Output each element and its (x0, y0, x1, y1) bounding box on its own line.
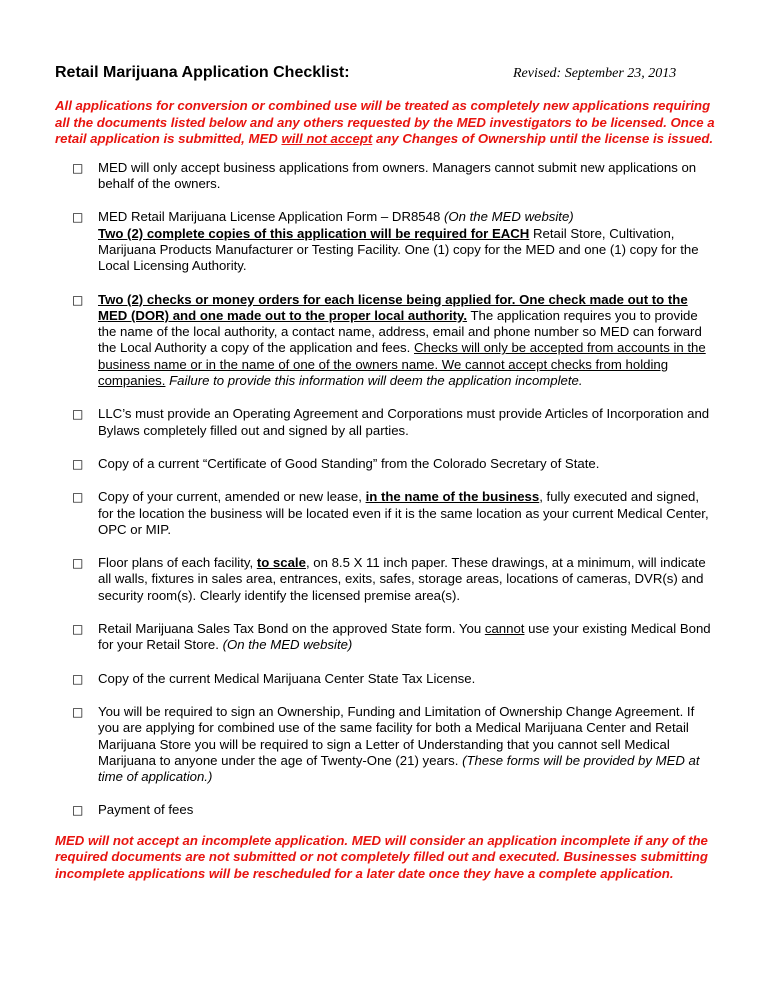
document-page (55, 64, 715, 882)
closing-warning: MED will not accept an incomplete application. MED will consider an application incomplete if any of the required documents are not submitted or not completely filled out and executed. Businesses submitting incomplete applications will be rescheduled for a later date once they have a complete application. (55, 832, 708, 881)
checklist-item-application-form: □ MED Retail Marijuana License Application Form – DR8548 (On the MED website) Two (2) complete copies of this application will be required for EACH Retail Store, Cultivation, Marijuana Products Manufacturer or Testing Facility. One (1) copy for the MED and one (1) copy for the Local Licensing Authority. (72, 209, 699, 274)
checkbox-icon[interactable]: □ (72, 671, 84, 686)
checklist-item-checks: □ Two (2) checks or money orders for each license being applied for. One check made out to the MED (DOR) and one made out to the proper local authority. The application requires you to provide the name of the local authority, a contact name, address, email and phone number so MED can forward the Local Authority a copy of the application and fees. Checks will only be accepted from accounts in the business name or in the name of one of the owners name. We cannot accept checks from holding companies. Failure to provide this information will deem the application incomplete. (72, 291, 706, 389)
checklist-item-floor-plans: □ Floor plans of each facility, to scale, on 8.5 X 11 inch paper. These drawings, at a minimum, will indicate all walls, fixtures in sales area, entrances, exits, safes, storage areas, locations of cameras, DVR(s) and security room(s). Clearly identify the licensed premise area(s). (72, 555, 706, 603)
checklist-item-tax-license: □ Copy of the current Medical Marijuana Center State Tax License. (72, 670, 476, 686)
header (55, 64, 715, 88)
page-title: Retail Marijuana Application Checklist: (55, 64, 350, 81)
checkbox-icon[interactable]: □ (72, 622, 84, 637)
checklist-item-fees: □ Payment of fees (72, 802, 194, 818)
checkbox-icon[interactable]: □ (72, 704, 84, 719)
checklist-item-lease: □ Copy of your current, amended or new lease, in the name of the business, fully executed and signed, for the location the business will be located even if it is the same location as your current Medical Center, OPC or MIP. (72, 489, 709, 537)
checkbox-icon[interactable]: □ (72, 490, 84, 505)
intro-warning: All applications for conversion or combined use will be treated as completely new applications requiring all the documents listed below and any others requested by the MED investigators to be licensed. Once a retail application is submitted, MED will not accept any Changes of Ownership until the license is issued. (55, 98, 715, 147)
revision-date: Revised: September 23, 2013 (513, 66, 677, 81)
checkbox-icon[interactable]: □ (72, 556, 84, 571)
checkbox-icon[interactable]: □ (72, 456, 84, 471)
checkbox-icon[interactable]: □ (72, 803, 84, 818)
checkbox-icon[interactable]: □ (72, 210, 84, 225)
checklist-item-tax-bond: □ Retail Marijuana Sales Tax Bond on the approved State form. You cannot use your existing Medical Bond for your Retail Store. (On the MED website) (72, 621, 711, 653)
checklist-item-ownership-agreement: □ You will be required to sign an Ownership, Funding and Limitation of Ownership Change Agreement. If you are applying for combined use of the same facility for both a Medical Marijuana Center and Retail Marijuana Store you will be required to sign a Letter of Understanding that you cannot sell Medical Marijuana to anyone under the age of Twenty-One (21) years. (These forms will be provided by MED at time of application.) (72, 703, 700, 785)
checkbox-icon[interactable]: □ (72, 160, 84, 175)
checklist-item-good-standing: □ Copy of a current “Certificate of Good Standing” from the Colorado Secretary of State. (72, 455, 600, 471)
checklist-item-operating-agreement: □ LLC’s must provide an Operating Agreement and Corporations must provide Articles of Incorporation and Bylaws completely filled out and signed by all parties. (72, 406, 710, 438)
checkbox-icon[interactable]: □ (72, 407, 84, 422)
checklist (55, 160, 715, 819)
checklist-item-owners: □ MED will only accept business applications from owners. Managers cannot submit new applications on behalf of the owners. (72, 159, 697, 192)
checkbox-icon[interactable]: □ (72, 292, 84, 307)
